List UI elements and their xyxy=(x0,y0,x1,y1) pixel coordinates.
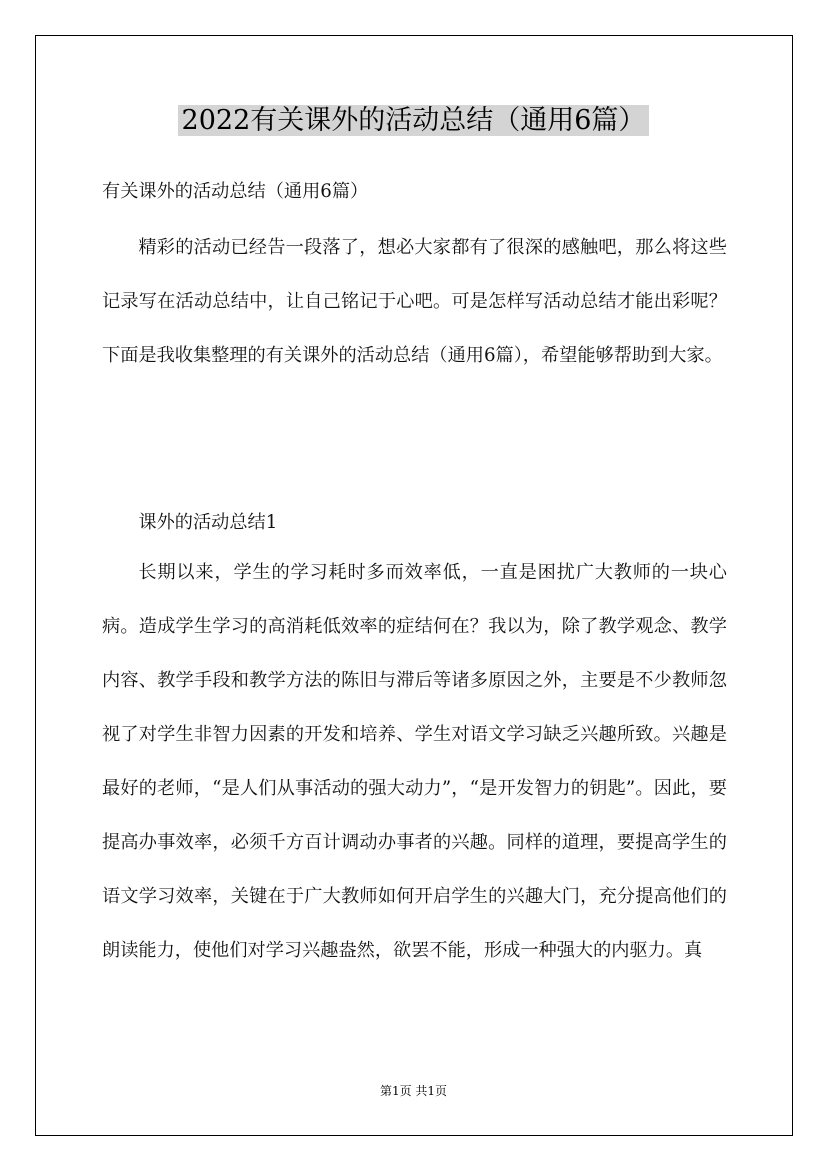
section-paragraph: 长期以来，学生的学习耗时多而效率低，一直是困扰广大教师的一块心病。造成学生学习的高消耗低效率的症结何在？我以为，除了教学观念、教学内容、教学手段和教学方法的陈旧与滞后等诸多原因之外，主要是不少教师忽视了对学生非智力因素的开发和培养、学生对语文学习缺乏兴趣所致。兴趣是最好的老师，“是人们从事活动的强大动力”，“是开发智力的钥匙”。因此，要提高办事效率，必须千方百计调动办事者的兴趣。同样的道理，要提高学生的语文学习效率，关键在于广大教师如何开启学生的兴趣大门，充分提高他们的朗读能力，使他们对学习兴趣盎然，欲罢不能，形成一种强大的内驱力。真 xyxy=(102,562,727,961)
document-title-text: 2022有关课外的活动总结（通用6篇） xyxy=(178,105,650,136)
intro-paragraph: 精彩的活动已经告一段落了，想必大家都有了很深的感触吧，那么将这些记录写在活动总结中，让自己铭记于心吧。可是怎样写活动总结才能出彩呢？下面是我收集整理的有关课外的活动总结（通用6篇），希望能够帮助到大家。 xyxy=(102,237,727,366)
page-footer: 第1页 共1页 xyxy=(379,1084,448,1098)
document-subtitle: 有关课外的活动总结（通用6篇） xyxy=(102,181,369,202)
section-heading: 课外的活动总结1 xyxy=(138,512,278,533)
document-title xyxy=(0,102,827,140)
